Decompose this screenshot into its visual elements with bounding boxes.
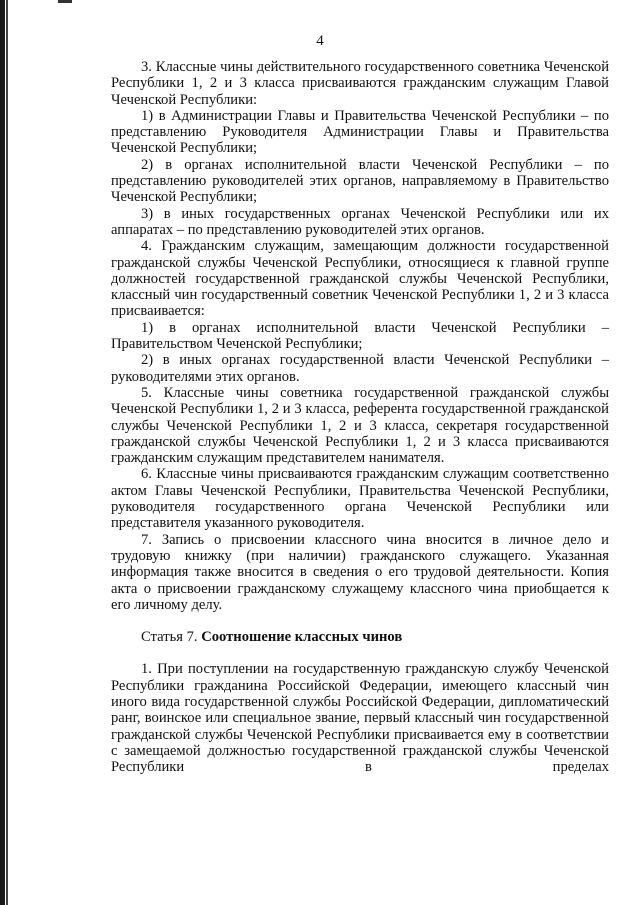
document-body xyxy=(111,59,609,775)
page-number: 4 xyxy=(316,33,324,49)
article-number: Статья 7. xyxy=(141,629,198,646)
paragraph-4: 4. Гражданским служащим, замещающим должности государственной гражданской службы Чеченской Республики, относящиеся к главной группе должностей государственной гражданской службы Чеченской Республики, классный чин государственный советник Чеченской Республики 1, 2 и 3 класса присваивается: xyxy=(111,238,609,320)
paragraph-4-item-1: 1) в органах исполнительной власти Чеченской Республики – Правительством Чеченской Республики; xyxy=(111,319,609,353)
article-7-paragraph-1: 1. При поступлении на государственную гражданскую службу Чеченской Республики гражданина Российской Федерации, имеющего классный чин иного вида государственной службы Российской Федерации, дипломатический ранг, воинское или специальное звание, первый классный чин государственной гражданской службы Чеченской Республики присваивается ему в соответствии с замещаемой должностью государственной гражданской службы Чеченской Республики в пределах xyxy=(111,661,609,776)
paragraph-3-item-1: 1) в Администрации Главы и Правительства Чеченской Республики – по представлению Руководителя Администрации Главы и Правительства Чеченской Республики; xyxy=(111,107,609,157)
scan-mark xyxy=(58,0,72,3)
paragraph-4-item-2: 2) в иных органах государственной власти Чеченской Республики – руководителями этих органов. xyxy=(111,352,609,385)
article-heading xyxy=(111,629,609,645)
paragraph-3-item-2: 2) в органах исполнительной власти Чеченской Республики – по представлению руководителей этих органов, направляемому в Правительство Чеченской Республики; xyxy=(111,156,609,206)
binding-edge-shadow xyxy=(6,0,8,905)
binding-edge xyxy=(0,0,5,905)
paragraph-3-item-3: 3) в иных государственных органах Чеченской Республики или их аппаратах – по представлению руководителей этих органов. xyxy=(111,205,609,238)
article-title: Соотношение классных чинов xyxy=(201,629,403,646)
paragraph-6: 6. Классные чины присваиваются гражданским служащим соответственно актом Главы Чеченской Республики, Правительства Чеченской Республики, руководителя государственного органа Чеченской Республики или представителя указанного руководителя. xyxy=(111,466,609,532)
paragraph-5: 5. Классные чины советника государственной гражданской службы Чеченской Республики 1, 2 и 3 класса, референта государственной гражданской службы Чеченской Республики 1, 2 и 3 класса, секретаря государственной гражданской службы Чеченской Республики 1, 2 и 3 класса присваиваются гражданским служащим представителем нанимателя. xyxy=(111,384,609,467)
paragraph-3: 3. Классные чины действительного государственного советника Чеченской Республики 1, 2 и 3 класса присваиваются гражданским служащим Главой Чеченской Республики: xyxy=(111,59,609,108)
paragraph-7: 7. Запись о присвоении классного чина вносится в личное дело и трудовую книжку (при наличии) гражданского служащего. Указанная информация также вносится в сведения о его трудовой деятельности. Копия акта о присвоении гражданскому служащему классного чина приобщается к его личному делу. xyxy=(111,531,609,613)
